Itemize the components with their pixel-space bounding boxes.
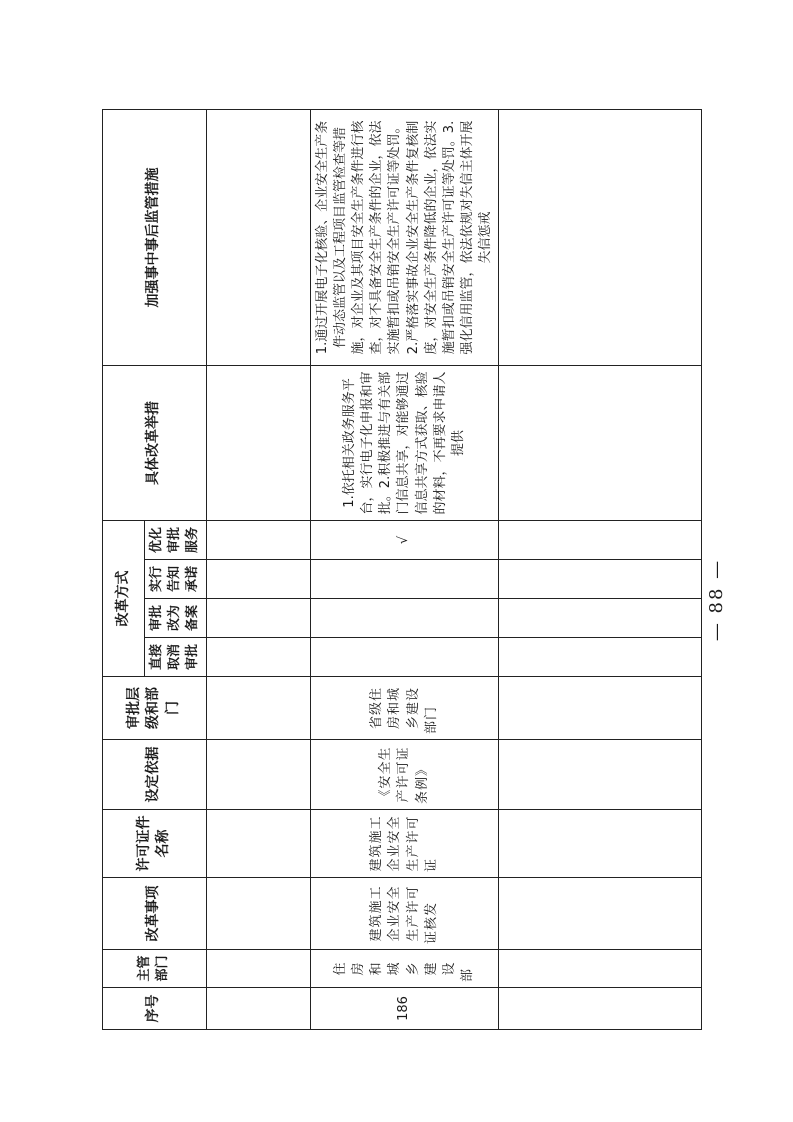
cell-mode-notify xyxy=(310,560,499,599)
header-mode-notify: 实行告知承诺 xyxy=(145,560,207,599)
cell-seq: 186 xyxy=(310,988,499,1030)
cell-basis: 《安全生产许可证条例》 xyxy=(310,740,499,810)
header-basis: 设定依据 xyxy=(103,740,207,810)
cell-item: 建筑施工企业安全生产许可证核发 xyxy=(310,878,499,950)
header-mode-optimize: 优化审批服务 xyxy=(145,521,207,560)
table-row-blank-bottom xyxy=(499,110,702,1030)
cell-license: 建筑施工企业安全生产许可证 xyxy=(310,810,499,878)
cell-mode-filing xyxy=(310,599,499,638)
header-seq: 序号 xyxy=(103,988,207,1030)
header-license: 许可证件名称 xyxy=(103,810,207,878)
cell-level: 省级住房和城乡建设部门 xyxy=(310,677,499,740)
header-item: 改革事项 xyxy=(103,878,207,950)
header-mode-filing: 审批改为备案 xyxy=(145,599,207,638)
rotated-page-content xyxy=(102,110,702,1030)
header-measures: 具体改革举措 xyxy=(103,366,207,521)
checkmark-icon: √ xyxy=(310,521,499,560)
header-supervision: 加强事中事后监管措施 xyxy=(103,110,207,366)
reform-table xyxy=(102,109,702,1030)
cell-supervision: 1.通过开展电子化核验、企业安全生产条件动态监管以及工程项目监管检查等措施，对企业及其项目安全生产条件进行核查，对不具备安全生产条件的企业，依法实施暂扣或吊销安全生产许可证等处罚。2.严格落实事故企业安全生产条件复核制度，对安全生产条件降低的企业，依法实施暂扣或吊销安全生产许可证等处罚。3.强化信用监管，依法依规对失信主体开展失信惩戒 xyxy=(310,110,499,366)
cell-measures: 1.依托相关政务服务平台，实行电子化申报和审批。2.积极推进与有关部门信息共享，对能够通过信息共享方式获取、核验的材料，不再要求申请人提供 xyxy=(310,366,499,521)
header-level: 审批层级和部门 xyxy=(103,677,207,740)
header-reform-mode: 改革方式 xyxy=(103,521,145,677)
header-dept: 主管部门 xyxy=(103,950,207,988)
table-row-blank-top xyxy=(206,110,310,1030)
page-number: — 88 — xyxy=(705,558,727,642)
table-row xyxy=(310,110,499,1030)
cell-mode-cancel xyxy=(310,638,499,677)
header-mode-cancel: 直接取消审批 xyxy=(145,638,207,677)
cell-dept: 住房和城乡建设部 xyxy=(310,950,499,988)
